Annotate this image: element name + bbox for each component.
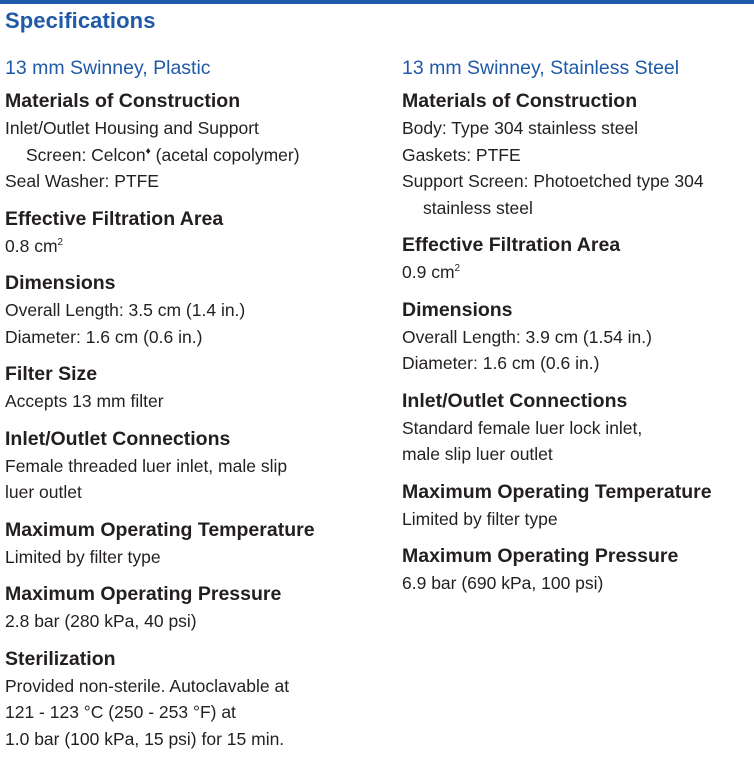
stainless-filtration-section [402,232,754,286]
stainless-pressure-section [402,543,754,597]
spec-line: Overall Length: 3.9 cm (1.54 in.) [402,326,652,347]
plastic-sterilization-section [5,646,385,753]
section-title: Dimensions [402,298,513,321]
spec-line: Body: Type 304 stainless steel [402,118,639,138]
section-title: Effective Filtration Area [402,234,621,256]
section-title: Filter Size [5,363,98,385]
spec-line: luer outlet [5,482,82,502]
section-title: Materials of Construction [402,90,638,112]
plastic-filtration-section [5,206,385,260]
spec-line: Female threaded luer inlet, male slip [5,455,288,476]
spec-line: Gaskets: PTFE [402,144,521,165]
top-rule [0,0,754,4]
section-title: Maximum Operating Pressure [5,583,282,605]
spec-line: Accepts 13 mm filter [5,391,164,411]
spec-line: Support Screen: Photoetched type 304 [402,171,704,191]
squared-mark: 2 [454,263,461,274]
spec-line [402,259,754,286]
spec-line: 6.9 bar (690 kPa, 100 psi) [402,573,604,593]
stainless-connections-section [402,388,754,468]
plastic-dimensions-section [5,270,385,350]
plastic-filter-size-section [5,361,385,415]
spec-line: Limited by filter type [402,508,558,529]
section-title: Effective Filtration Area [5,207,224,230]
section-title: Sterilization [5,647,116,670]
plastic-column-title: 13 mm Swinney, Plastic [5,57,211,79]
spec-line [5,233,385,260]
trademark-mark: ♦ [145,145,151,157]
plastic-column [5,54,385,763]
section-title: Maximum Operating Pressure [402,545,679,567]
spec-line: Inlet/Outlet Housing and Support [5,118,259,138]
spec-line: Provided non-sterile. Autoclavable at [5,675,290,696]
spec-line: Diameter: 1.6 cm (0.6 in.) [5,326,203,347]
plastic-pressure-section [5,581,385,635]
spec-value: 0.8 cm [5,235,58,256]
stainless-column [402,54,754,608]
section-title: Inlet/Outlet Connections [402,389,628,412]
squared-mark: 2 [57,236,64,248]
stainless-temperature-section [402,479,754,533]
section-title: Inlet/Outlet Connections [5,427,231,450]
spec-line: 1.0 bar (100 kPa, 15 psi) for 15 min. [5,728,285,749]
stainless-materials-section [402,88,754,221]
plastic-connections-section [5,426,385,506]
spec-line: Limited by filter type [5,546,161,567]
section-title: Maximum Operating Temperature [402,480,712,503]
spec-text: Screen: Celcon [26,144,146,165]
spec-line: Overall Length: 3.5 cm (1.4 in.) [5,300,246,320]
section-title: Dimensions [5,272,116,294]
spec-line: 121 - 123 °C (250 - 253 °F) at [5,702,236,722]
stainless-column-title: 13 mm Swinney, Stainless Steel [402,57,680,79]
spec-line: stainless steel [423,197,533,218]
plastic-materials-section [5,88,385,195]
page-title: Specifications [5,8,156,33]
spec-line [5,142,385,169]
spec-line: male slip luer outlet [402,444,553,464]
spec-text: (acetal copolymer) [150,144,300,165]
plastic-temperature-section [5,517,385,571]
stainless-dimensions-section [402,297,754,377]
spec-value: 0.9 cm [402,262,455,282]
section-title: Materials of Construction [5,90,241,112]
spec-line: 2.8 bar (280 kPa, 40 psi) [5,611,197,631]
spec-line: Diameter: 1.6 cm (0.6 in.) [402,353,600,373]
section-title: Maximum Operating Temperature [5,518,315,541]
spec-line: Seal Washer: PTFE [5,171,159,191]
spec-line: Standard female luer lock inlet, [402,417,643,438]
